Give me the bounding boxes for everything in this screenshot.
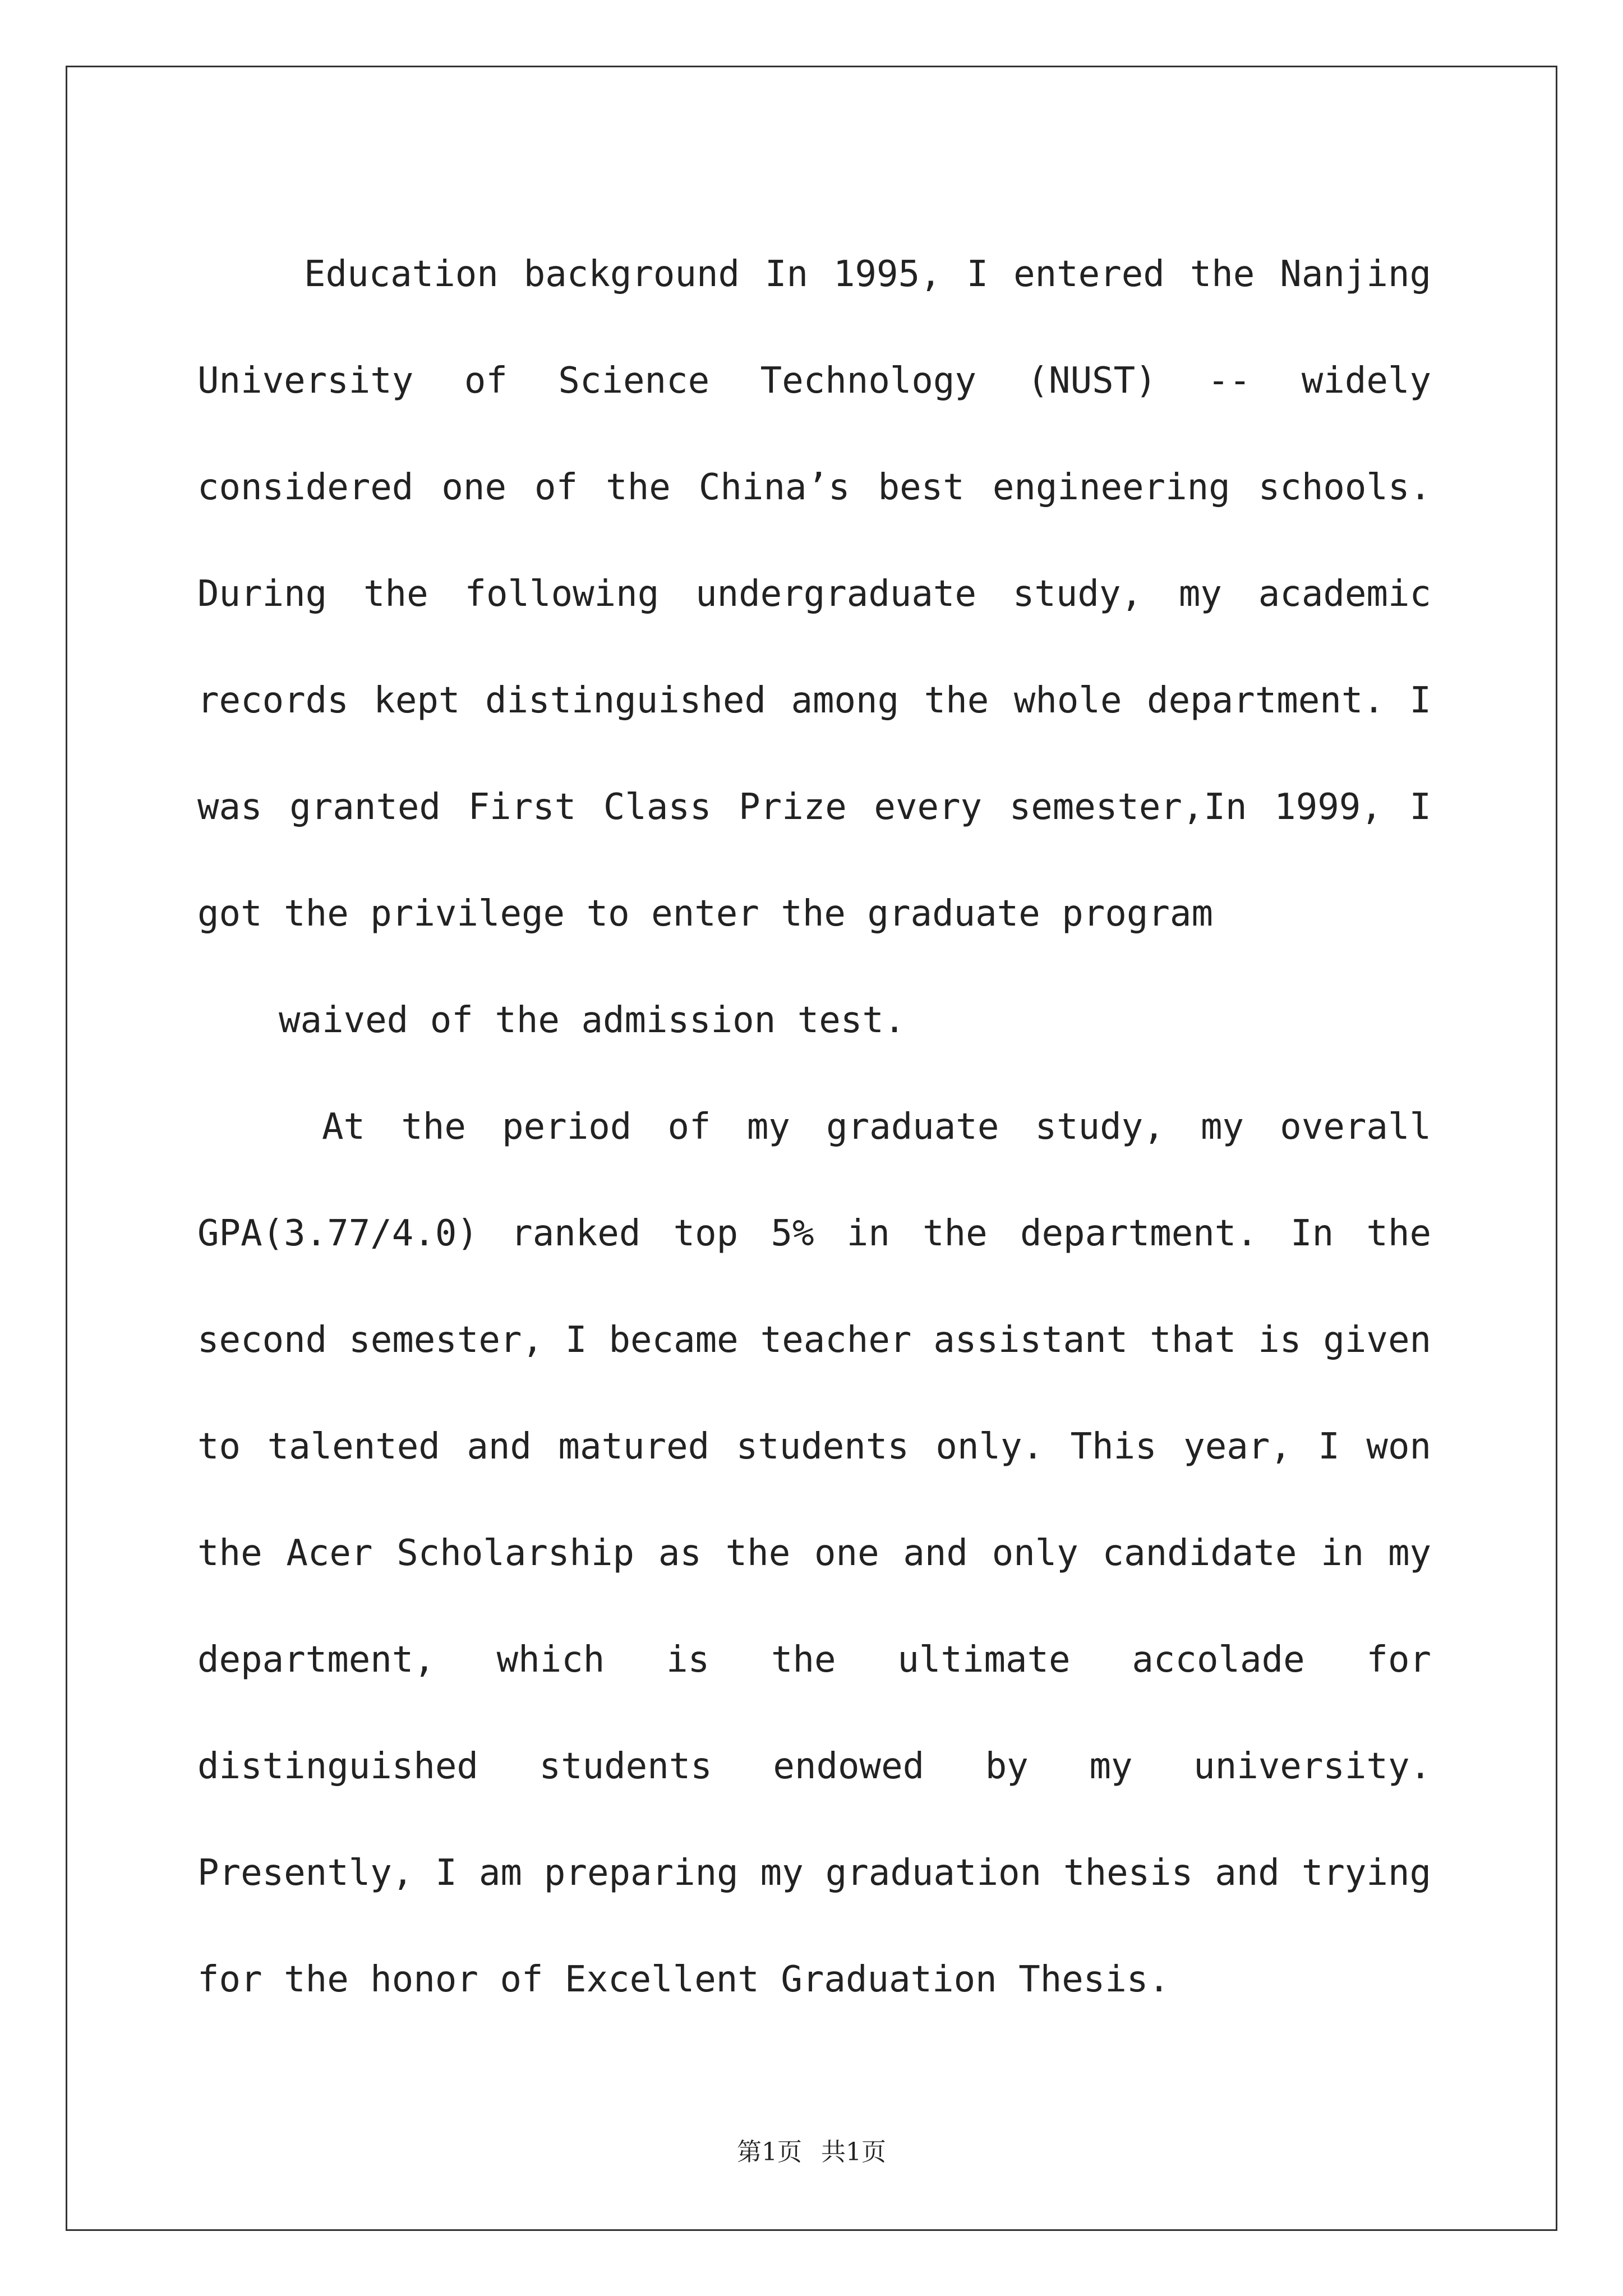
page-number-footer: 第1页 共1页 xyxy=(737,2138,886,2166)
paragraph-education-background: Education background In 1995, I entered the Nanjing University of Science Technology (NUST) -- widely considered one of the China’s best engineering schools. During the following undergraduate study, my academic records kept distinguished among the whole department. I was granted First Class Prize every semester,In 1999, I got the privilege to enter the graduate program xyxy=(197,254,1431,935)
paragraph-admission-waiver: waived of the admission test. xyxy=(279,1000,906,1041)
paragraph-graduate-study: At the period of my graduate study, my overall GPA(3.77/4.0) ranked top 5% in the department. In the second semester, I became teacher assistant that is given to talented and matured students only. This year, I won the Acer Scholarship as the one and only candidate in my department, which is the ultimate accolade for distinguished students endowed by my university. Presently, I am preparing my graduation thesis and trying for the honor of Excellent Graduation Thesis. xyxy=(197,1106,1431,2000)
document-body xyxy=(197,221,1431,2033)
